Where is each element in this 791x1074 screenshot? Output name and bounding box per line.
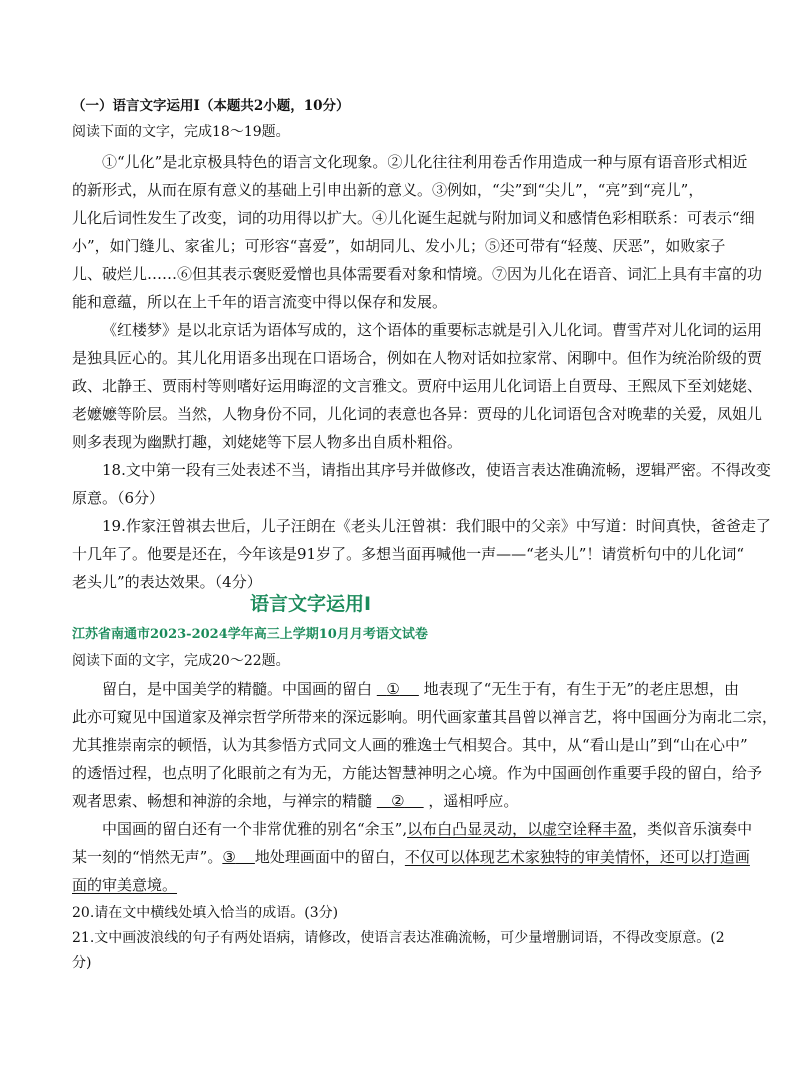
source-line: 江苏省南通市2023-2024学年高三上学期10月月考语文试卷: [72, 627, 428, 642]
wavy-underlined-sentence: 面的审美意境。: [72, 876, 178, 894]
question-21: 分): [72, 955, 92, 971]
question-19: 老头儿”的表达效果。（4分）: [72, 573, 262, 591]
paragraph-line: 的透悟过程，也点明了化眼前之有为无，方能达智慧神明之心境。作为中国画创作重要手段的留白，给予: [72, 764, 763, 782]
paragraph-line: [72, 847, 750, 867]
blank-1-number: ①: [386, 680, 400, 698]
instruction-18-19: 阅读下面的文字，完成18～19题。: [72, 124, 290, 140]
paragraph-line: 儿化后词性发生了改变，词的功用得以扩大。④儿化诞生起就与附加词义和感情色彩相联系：可表示“细: [72, 209, 755, 227]
text-segment: 地表现了“无生于有，有生于无”的老庄思想，由: [423, 680, 739, 698]
paragraph-line: ①“儿化”是北京极具特色的语言文化现象。②儿化往往利用卷舌作用造成一种与原有语音形式相近: [102, 153, 748, 171]
blank-2-number: ②: [391, 792, 405, 810]
paragraph-line: 的新形式，从而在原有意义的基础上引申出新的意义。③例如，“尖”到“尖儿”，“亮”到“亮儿”，: [72, 181, 704, 199]
question-19: 十几年了。他要是还在，今年该是91岁了。多想当面再喊他一声——“老头儿”！请赏析句中的儿化词“: [72, 545, 745, 563]
paragraph-line: 尤其推崇南宗的顿悟，认为其参悟方式同文人画的雅逸士气相契合。其中，从“看山是山”到“山在心中”: [72, 736, 748, 754]
paragraph-line: [102, 679, 739, 699]
text-segment: ，类似音乐演奏中: [632, 820, 753, 838]
text-segment: 某一刻的“悄然无声”。: [72, 848, 223, 866]
paragraph-line: 能和意蕴，所以在上千年的语言流变中得以保存和发展。: [72, 293, 448, 311]
text-segment: 地处理画面中的留白，: [254, 848, 405, 866]
question-18: 18.文中第一段有三处表述不当，请指出其序号并做修改，使语言表达准确流畅，逻辑严密。不得改变: [102, 461, 771, 479]
wavy-underlined-sentence: 以布白凸显灵动，以虚空诠释丰盈: [407, 820, 633, 838]
paragraph-line: 儿、破烂儿……⑥但其表示褒贬爱憎也具体需要看对象和情境。⑦因为儿化在语音、词汇上具有丰富的功: [72, 265, 763, 283]
question-20: 20.请在文中横线处填入恰当的成语。(3分): [72, 905, 339, 921]
text-segment: ，遥相呼应。: [428, 792, 519, 810]
wavy-underlined-sentence: 不仅可以体现艺术家独特的审美情怀，还可以打造画: [404, 848, 750, 866]
paragraph-line: 《红楼梦》是以北京话为语体写成的，这个语体的重要标志就是引入儿化词。曹雪芹对儿化词的运用: [102, 321, 763, 339]
question-18: 原意。（6分）: [72, 489, 165, 507]
paragraph-line: [72, 791, 518, 811]
blank-3-number: ③: [222, 848, 236, 866]
text-segment: 观者思索、畅想和神游的余地，与禅宗的精髓: [72, 792, 373, 810]
paragraph-line: 政、北静王、贾雨村等则嗜好运用晦涩的文言雅文。贾府中运用儿化词语上自贾母、王熙凤下至刘姥姥、: [72, 377, 763, 395]
paragraph-line: [72, 875, 177, 895]
paragraph-line: 此亦可窥见中国道家及禅宗哲学所带来的深远影响。明代画家董其昌曾以禅言艺，将中国画分为南北二宗，: [72, 708, 778, 726]
paragraph-line: 则多表现为幽默打趣，刘姥姥等下层人物多出自质朴粗俗。: [72, 433, 463, 451]
paragraph-line: 小”，如门缝儿、家雀儿；可形容“喜爱”，如胡同儿、发小儿；⑤还可带有“轻蔑、厌恶”，如败家子: [72, 237, 726, 255]
paragraph-line: 老嬷嬷等阶层。当然，人物身份不同，儿化词的表意也各异：贾母的儿化词语包含对晚辈的关爱，凤姐儿: [72, 405, 763, 423]
question-21: 21.文中画波浪线的句子有两处语病，请修改，使语言表达准确流畅，可少量增删词语，不得改变原意。(2: [72, 930, 725, 946]
blank-1: [377, 679, 419, 699]
paragraph-line: [102, 819, 752, 839]
paragraph-line: 是独具匠心的。其儿化用语多出现在口语场合，例如在人物对话如拉家常、闲聊中。但作为统治阶级的贾: [72, 349, 763, 367]
blank-2: [377, 791, 424, 811]
instruction-20-22: 阅读下面的文字，完成20～22题。: [72, 653, 290, 669]
section-heading: （一）语言文字运用Ⅰ（本题共2小题，10分）: [72, 98, 350, 114]
text-segment: 留白，是中国美学的精髓。中国画的留白: [102, 680, 373, 698]
question-19: 19.作家汪曾祺去世后，儿子汪朗在《老头儿汪曾祺：我们眼中的父亲》中写道：时间真快，爸爸走了: [102, 517, 771, 535]
blank-3: [222, 847, 255, 867]
text-segment: 中国画的留白还有一个非常优雅的别名“余玉”,: [102, 820, 408, 838]
section-title: 语言文字运用Ⅰ: [250, 593, 372, 615]
